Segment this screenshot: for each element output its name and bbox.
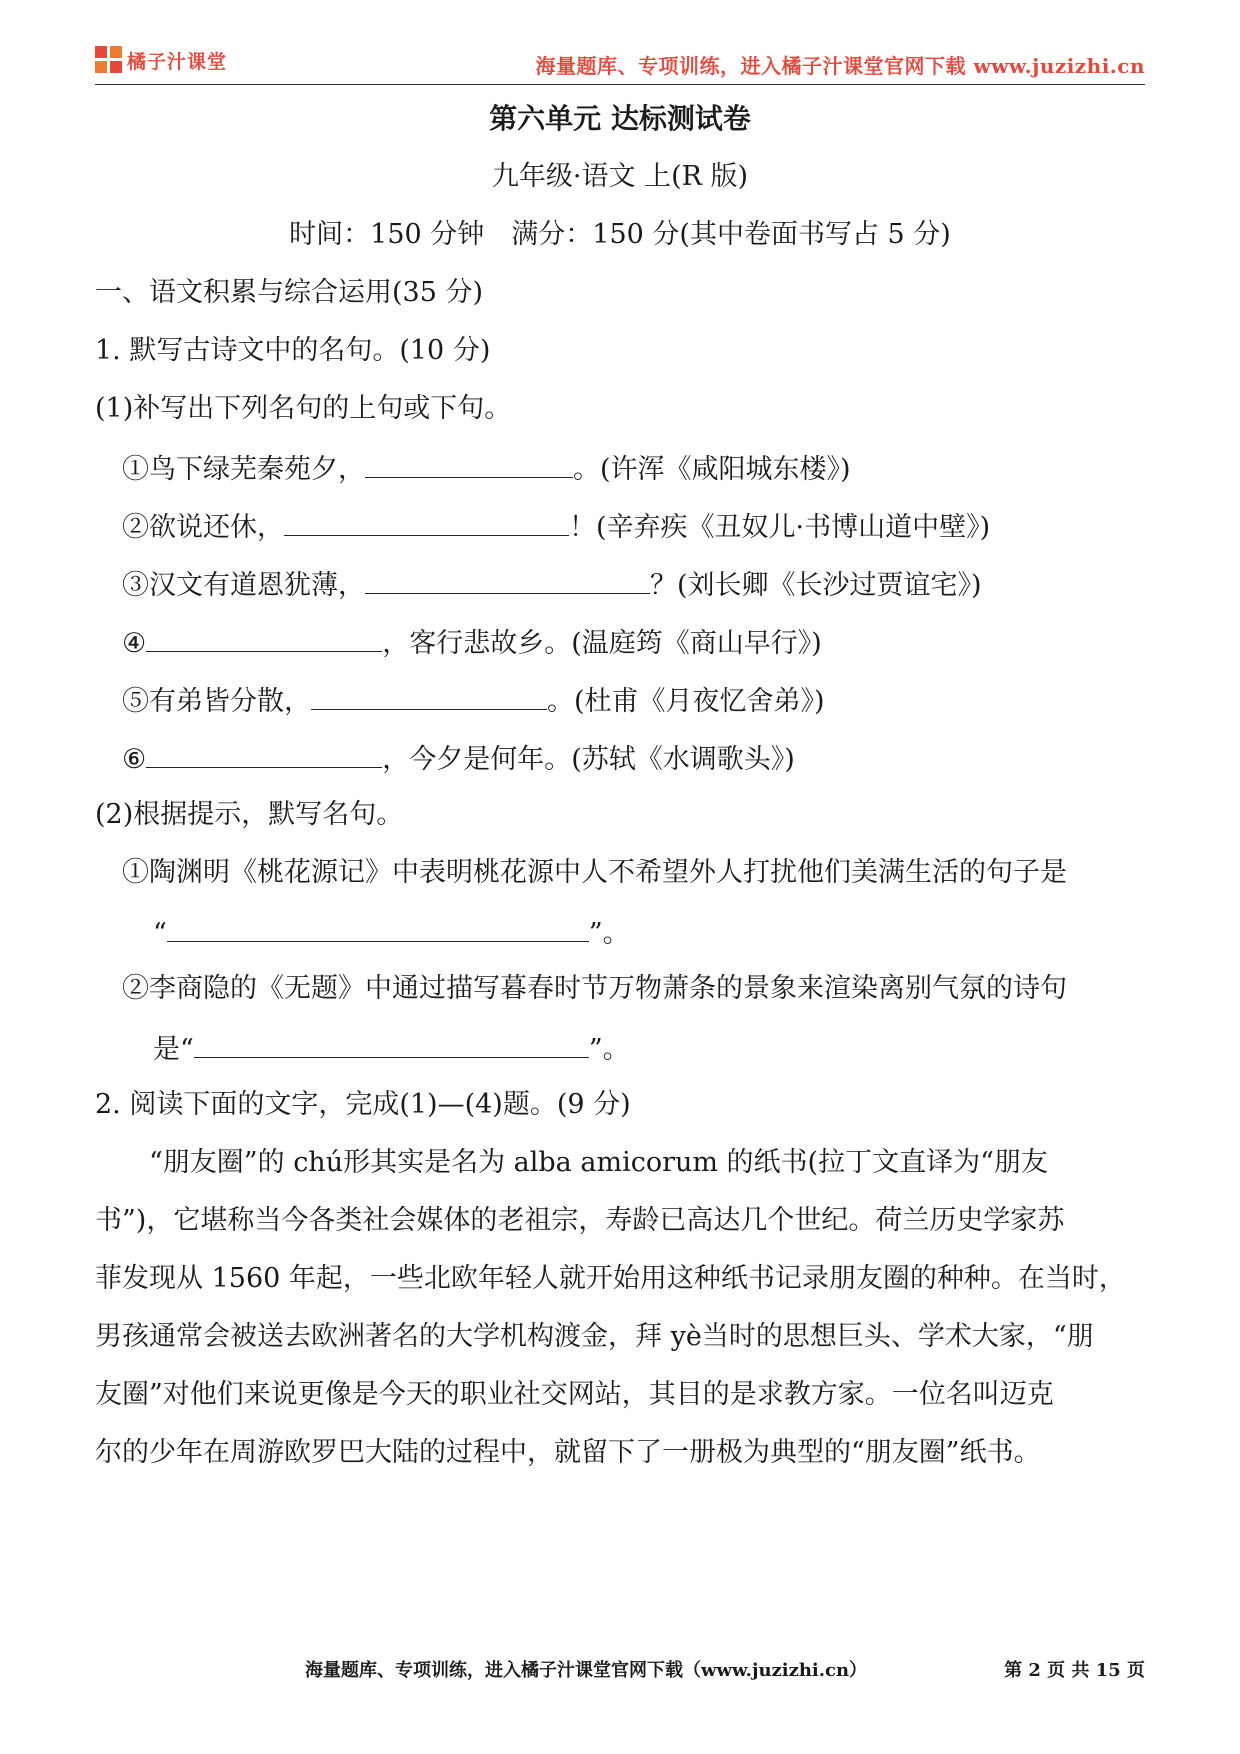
answer-blank[interactable] xyxy=(284,505,569,536)
page-footer xyxy=(95,1656,1145,1688)
fill-item xyxy=(95,679,1145,722)
page-header xyxy=(95,40,1145,85)
question-1-part-1: (1)补写出下列名句的上句或下句。 xyxy=(95,393,512,424)
logo-text: 橘子汁课堂 xyxy=(127,50,228,73)
item-prompt: ①鸟下绿芜秦苑夕， xyxy=(122,454,365,485)
item-source: ，客行悲故乡。(温庭筠《商山早行》) xyxy=(382,628,822,659)
fill-item xyxy=(95,563,1145,606)
hint-2: ②李商隐的《无题》中通过描写暮春时节万物萧条的景象来渲染离别气氛的诗句 xyxy=(122,973,1067,1004)
item-prompt: ⑥ xyxy=(122,744,147,775)
answer-blank[interactable] xyxy=(167,911,589,942)
item-source: ，今夕是何年。(苏轼《水调歌头》) xyxy=(382,744,795,775)
doc-title: 第六单元 达标测试卷 xyxy=(489,102,751,135)
answer-blank[interactable] xyxy=(146,621,382,652)
passage-line: 尔的少年在周游欧罗巴大陆的过程中，就留下了一册极为典型的“朋友圈”纸书。 xyxy=(95,1437,1041,1468)
item-source: ！(辛弃疾《丑奴儿·书博山道中壁》) xyxy=(569,512,991,543)
answer-blank[interactable] xyxy=(194,1027,589,1058)
item-source: 。(许浑《咸阳城东楼》) xyxy=(573,454,851,485)
item-source: 。(杜甫《月夜忆舍弟》) xyxy=(547,686,825,717)
fill-item xyxy=(95,505,1145,548)
page-number: 第 2 页 共 15 页 xyxy=(1004,1660,1145,1681)
hint-1-answer xyxy=(95,911,1145,954)
answer-blank[interactable] xyxy=(365,447,573,478)
header-slogan[interactable]: 海量题库、专项训练，进入橘子汁课堂官网下载 www.juzizhi.cn xyxy=(535,54,1145,78)
answer-blank[interactable] xyxy=(146,737,382,768)
passage-line: 菲发现从 1560 年起，一些北欧年轻人就开始用这种纸书记录朋友圈的种种。在当时， xyxy=(95,1263,1126,1294)
item-prompt: ④ xyxy=(122,628,147,659)
quote-open: 是“ xyxy=(153,1034,194,1065)
footer-slogan[interactable]: 海量题库、专项训练，进入橘子汁课堂官网下载（www.juzizhi.cn） xyxy=(305,1660,868,1681)
quote-open: “ xyxy=(153,918,167,949)
brand-logo[interactable] xyxy=(95,46,227,74)
fill-item xyxy=(95,737,1145,780)
fill-item xyxy=(95,621,1145,664)
hint-2-answer xyxy=(95,1027,1145,1070)
item-source: ？(刘长卿《长沙过贾谊宅》) xyxy=(650,570,982,601)
passage-line: 男孩通常会被送去欧洲著名的大学机构渡金，拜 yè当时的思想巨头、学术大家，“朋 xyxy=(95,1321,1094,1352)
passage-line: “朋友圈”的 chú形其实是名为 alba amicorum 的纸书(拉丁文直译为“朋友 xyxy=(149,1147,1048,1178)
logo-icon xyxy=(95,46,123,74)
doc-subtitle: 九年级·语文 上(R 版) xyxy=(491,161,749,192)
question-1-part-2: (2)根据提示，默写名句。 xyxy=(95,799,404,830)
question-1: 1. 默写古诗文中的名句。(10 分) xyxy=(95,335,491,366)
answer-blank[interactable] xyxy=(365,563,650,594)
item-prompt: ②欲说还休， xyxy=(122,512,284,543)
quote-close: ”。 xyxy=(588,1034,630,1065)
item-prompt: ⑤有弟皆分散， xyxy=(122,686,311,717)
fill-item xyxy=(95,447,1145,490)
item-prompt: ③汉文有道恩犹薄， xyxy=(122,570,365,601)
passage-line: 友圈”对他们来说更像是今天的职业社交网站，其目的是求教方家。一位名叫迈克 xyxy=(95,1379,1054,1410)
quote-close: ”。 xyxy=(588,918,630,949)
passage-line: 书”)，它堪称当今各类社会媒体的老祖宗，寿龄已高达几个世纪。荷兰历史学家苏 xyxy=(95,1205,1065,1236)
exam-meta: 时间：150 分钟 满分：150 分(其中卷面书写占 5 分) xyxy=(289,219,951,250)
question-2: 2. 阅读下面的文字，完成(1)—(4)题。(9 分) xyxy=(95,1089,631,1120)
answer-blank[interactable] xyxy=(311,679,547,710)
hint-1: ①陶渊明《桃花源记》中表明桃花源中人不希望外人打扰他们美满生活的句子是 xyxy=(122,857,1067,888)
section-heading: 一、语文积累与综合运用(35 分) xyxy=(95,277,484,308)
